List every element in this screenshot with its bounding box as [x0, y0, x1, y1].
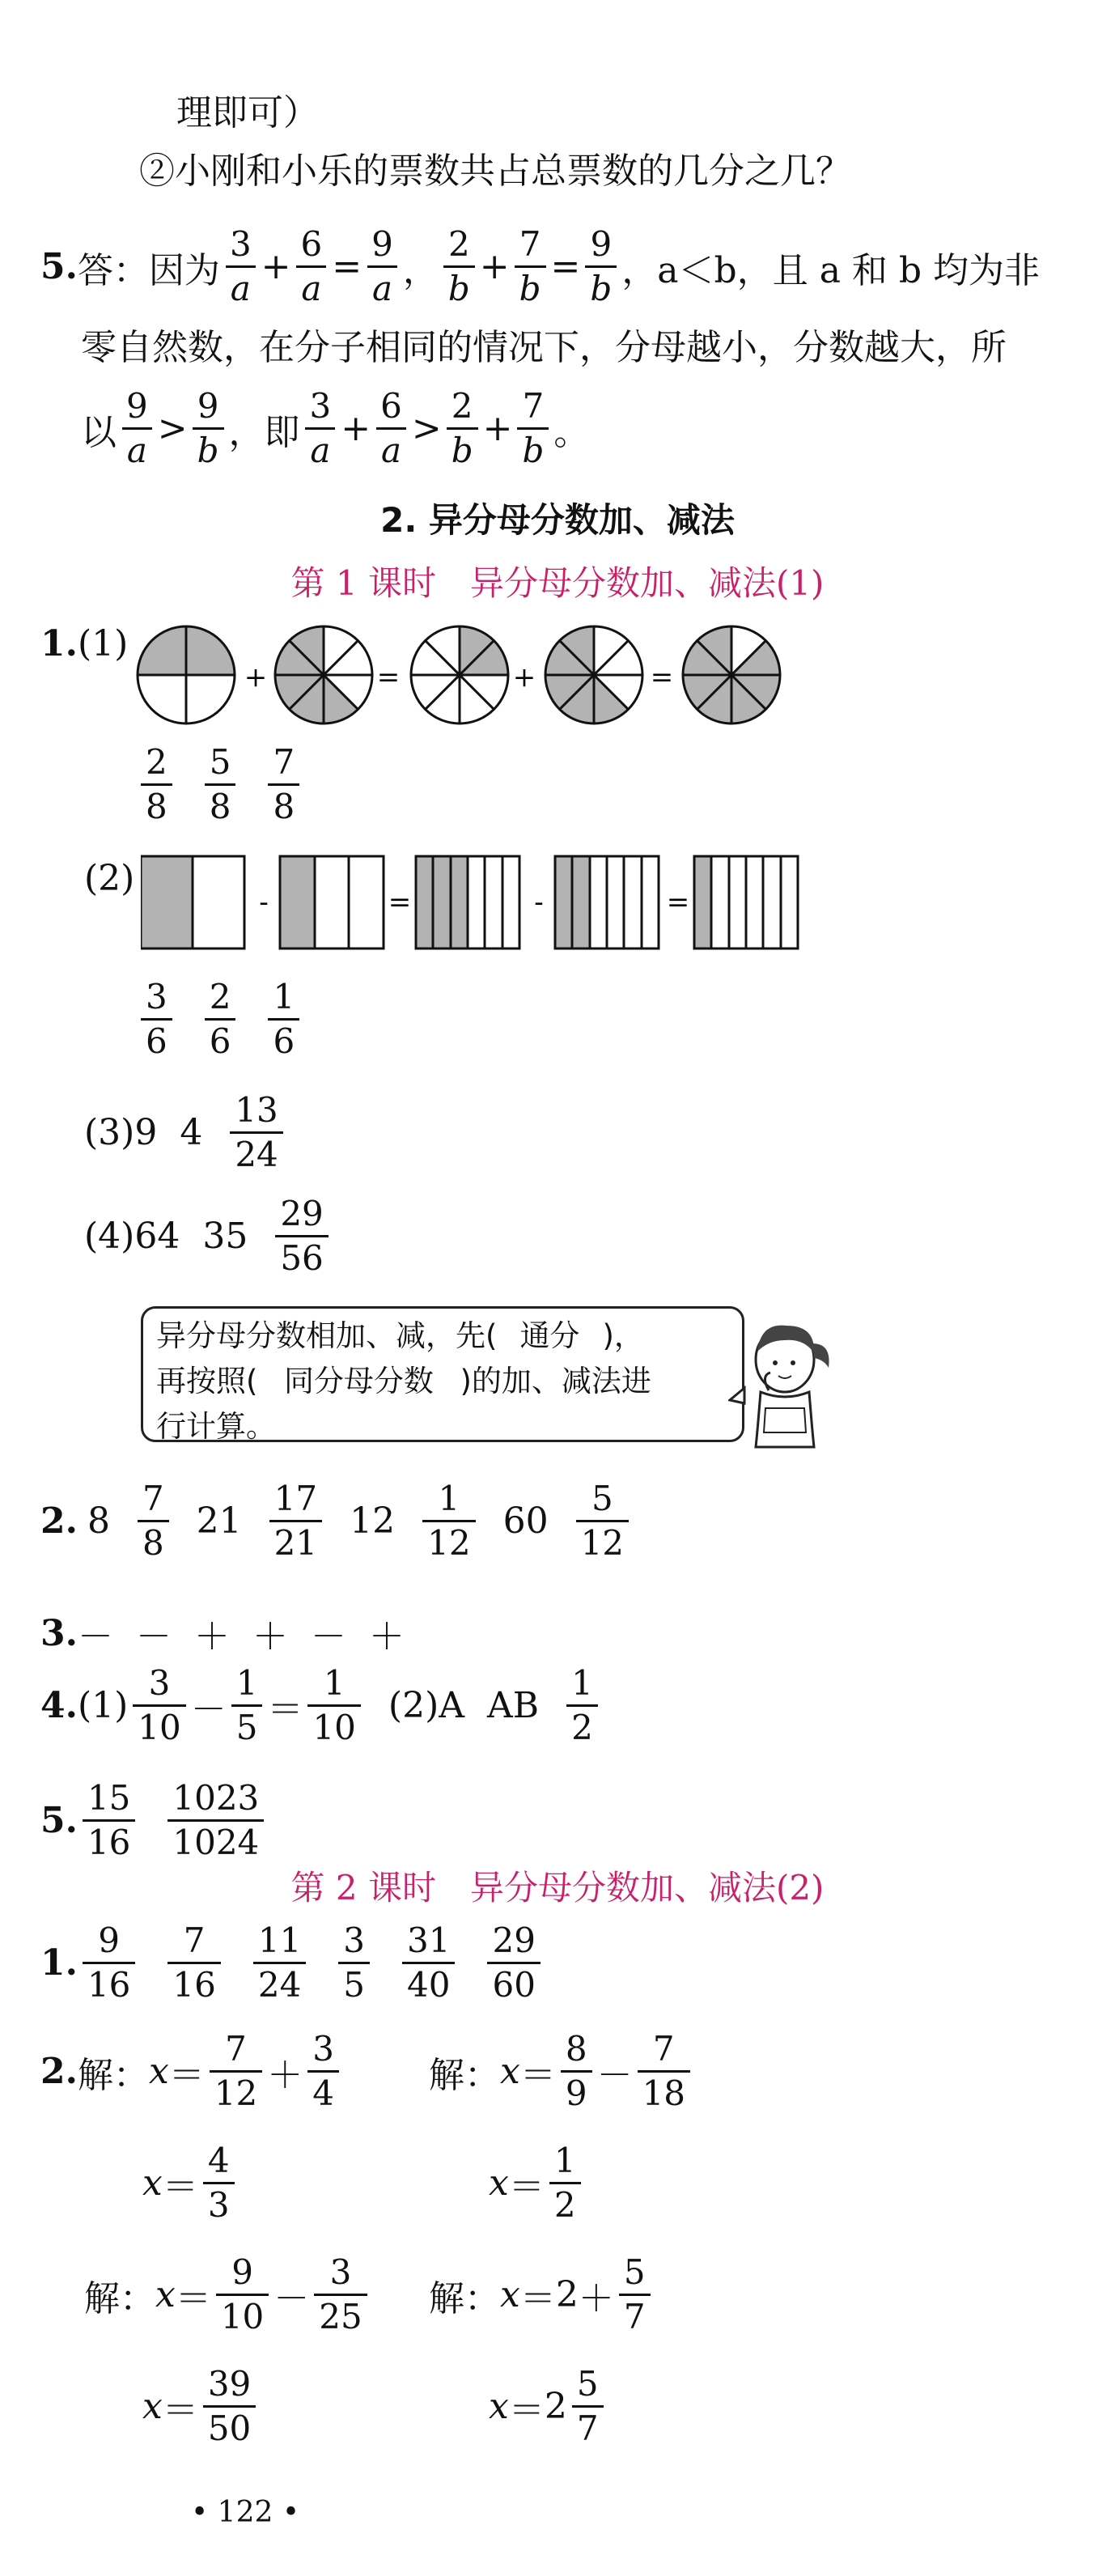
l2-q2-ans-a: x ＝ $\frac{4}{3}$	[142, 2143, 240, 2223]
fraction: $\frac{7}{18}$	[638, 2031, 690, 2111]
fraction: $\frac{3}{4}$	[307, 2031, 339, 2111]
part-label: (2)	[84, 858, 135, 899]
bar-sixths	[555, 856, 659, 948]
fraction-circles-diagram	[136, 622, 808, 728]
fraction: $\frac{13}{24}$	[230, 1093, 282, 1173]
blank-answer: 通分	[519, 1318, 580, 1353]
l1-q5: 5. $\frac{15}{16}$ $\frac{1023}{1024}$	[40, 1780, 269, 1861]
q5-number: 5.	[40, 246, 78, 288]
fraction: $\frac{5}{8}$	[205, 745, 236, 825]
svg-text:+: +	[512, 661, 536, 694]
fraction: $\frac{39}{50}$	[203, 2366, 256, 2447]
fraction: $\frac{31}{40}$	[402, 1923, 455, 2003]
fraction: $\frac{9}{a}$	[121, 388, 153, 469]
l2-q2-eq-b: 解： x ＝ $\frac{8}{9}$ － $\frac{7}{18}$	[429, 2031, 695, 2111]
fraction: $\frac{5}{12}$	[576, 1481, 629, 1561]
fraction: $\frac{1}{2}$	[549, 2143, 581, 2223]
l2-q2-eq-c: 解： x ＝ $\frac{9}{10}$ － $\frac{3}{25}$	[84, 2255, 372, 2335]
q5-line3: 以 $\frac{9}{a}$ > $\frac{9}{b}$ ，即 $\frac{3}{a}$ + $\frac{6}{a}$ > $\frac{2}{b}$ + $\frac{7}{b}$ 。	[81, 386, 590, 471]
fraction: $\frac{5}{7}$	[572, 2366, 604, 2447]
circle-eighths	[545, 626, 642, 724]
l1-q3: 3. － － ＋ ＋ － ＋	[40, 1612, 405, 1657]
fraction: $\frac{2}{b}$	[447, 388, 478, 469]
fraction: $\frac{3}{a}$	[305, 388, 337, 469]
tip-box: 异分母分数相加、减，先( 通分 )， 再按照( 同分母分数 )的加、减法进 行计算。	[141, 1306, 744, 1442]
fraction: $\frac{7}{8}$	[268, 745, 299, 825]
fraction: $\frac{15}{16}$	[83, 1780, 135, 1861]
q1-part4: (4)64 35 $\frac{29}{56}$	[84, 1196, 333, 1276]
bar-sixths	[694, 856, 798, 948]
fraction: $\frac{7}{16}$	[167, 1923, 220, 2003]
fraction: $\frac{8}{9}$	[561, 2031, 592, 2111]
fraction: $\frac{3}{6}$	[141, 979, 172, 1059]
svg-text:-: -	[534, 886, 544, 919]
svg-text:=: =	[388, 886, 412, 919]
circle-quarters	[138, 626, 235, 724]
fraction: $\frac{29}{60}$	[487, 1923, 540, 2003]
l2-q2-ans-d: x ＝ 2 $\frac{5}{7}$	[489, 2366, 608, 2447]
lesson-title: 第 2 课时 异分母分数加、减法(2)	[290, 1868, 825, 1908]
fraction: $\frac{1}{2}$	[566, 1666, 598, 1746]
fraction: $\frac{9}{b}$	[193, 388, 224, 469]
svg-text:-: -	[259, 886, 269, 919]
girl-illustration	[728, 1311, 842, 1449]
bar-sixths	[416, 856, 519, 948]
fraction: $\frac{2}{b}$	[443, 227, 475, 307]
fraction: $\frac{2}{8}$	[141, 745, 172, 825]
svg-text:=: =	[376, 661, 401, 694]
fraction: $\frac{1}{12}$	[422, 1481, 475, 1561]
fraction: $\frac{11}{24}$	[253, 1923, 306, 2003]
bar-halves	[141, 856, 244, 948]
svg-text:=: =	[650, 661, 674, 694]
page-number: • 122 •	[191, 2496, 300, 2529]
l2-q1: 1. $\frac{9}{16}$ $\frac{7}{16}$ $\frac{11}{24}$ $\frac{3}{5}$ $\frac{31}{40}$ $\frac{29}{60}$	[40, 1923, 545, 2003]
fraction: $\frac{9}{16}$	[83, 1923, 135, 2003]
question-line: ②小刚和小乐的票数共占总票数的几分之几？	[139, 151, 851, 192]
q1-part1-answers	[136, 742, 304, 827]
fraction: $\frac{5}{7}$	[619, 2255, 651, 2335]
part-label: (1)	[77, 623, 129, 664]
l2-q2-ans-b: x ＝ $\frac{1}{2}$	[489, 2143, 586, 2223]
circle-eighths	[275, 626, 372, 724]
fraction: $\frac{17}{21}$	[269, 1481, 322, 1561]
blank-answer: 同分母分数	[283, 1364, 434, 1398]
fraction: $\frac{7}{8}$	[138, 1481, 169, 1561]
q1-number: 1.	[40, 623, 78, 664]
fraction: $\frac{6}{a}$	[375, 388, 407, 469]
q5-line2: 零自然数，在分子相同的情况下，分母越小，分数越大，所	[81, 327, 1007, 368]
fraction: $\frac{3}{25}$	[314, 2255, 367, 2335]
fraction: $\frac{9}{b}$	[585, 227, 617, 307]
svg-text:=: =	[666, 886, 690, 919]
circle-eighths	[411, 626, 508, 724]
section-title: 2. 异分母分数加、减法	[380, 500, 735, 540]
fraction: $\frac{1}{5}$	[231, 1666, 263, 1746]
fraction: $\frac{1023}{1024}$	[167, 1780, 264, 1861]
fraction: $\frac{7}{b}$	[515, 227, 546, 307]
circle-eighths	[683, 626, 780, 724]
fraction: $\frac{4}{3}$	[203, 2143, 235, 2223]
l2-q2-ans-c: x ＝ $\frac{39}{50}$	[142, 2366, 261, 2447]
q1-part2-answers	[136, 977, 304, 1062]
fraction: $\frac{3}{5}$	[338, 1923, 370, 2003]
q5-text-a: 答：因为	[77, 249, 220, 291]
q1-part3: (3)9 4 $\frac{13}{24}$	[84, 1093, 288, 1173]
bar-thirds	[280, 856, 384, 948]
continuation-text: 理即可）	[176, 92, 319, 134]
fraction: $\frac{1}{10}$	[307, 1666, 360, 1746]
fraction-bars-diagram	[141, 855, 804, 952]
fraction: $\frac{6}{a}$	[296, 227, 328, 307]
fraction: $\frac{7}{12}$	[210, 2031, 262, 2111]
q5-line1: 5. 答：因为 $\frac{3}{a}$ + $\frac{6}{a}$ = $\frac{9}{a}$ ， $\frac{2}{b}$ + $\frac{7}{b}$ = $\frac{9}{b}$ ，a＜b，且 a 和 b 均为非	[40, 224, 1041, 309]
fraction: $\frac{9}{a}$	[367, 227, 398, 307]
fraction: $\frac{3}{10}$	[133, 1666, 185, 1746]
fraction: $\frac{9}{10}$	[216, 2255, 269, 2335]
fraction: $\frac{2}{6}$	[205, 979, 236, 1059]
svg-text:+: +	[244, 661, 268, 694]
fraction: $\frac{7}{b}$	[517, 388, 549, 469]
fraction: $\frac{29}{56}$	[275, 1196, 328, 1276]
lesson-title: 第 1 课时 异分母分数加、减法(1)	[290, 563, 825, 603]
l2-q2-eq-d: 解： x ＝ 2 ＋ $\frac{5}{7}$	[429, 2255, 655, 2335]
fraction: $\frac{1}{6}$	[268, 979, 299, 1059]
l2-q2-eq-a: 2. 解： x ＝ $\frac{7}{12}$ ＋ $\frac{3}{4}$	[40, 2031, 344, 2111]
fraction: $\frac{3}{a}$	[225, 227, 256, 307]
l1-q4: 4. (1) $\frac{3}{10}$ － $\frac{1}{5}$ ＝ $\frac{1}{10}$ (2)A AB $\frac{1}{2}$	[40, 1666, 603, 1746]
q5-text-b: ，a＜b，且 a 和 b 均为非	[621, 249, 1041, 291]
l1-q2: 2. 8 $\frac{7}{8}$ 21 $\frac{17}{21}$ 12 $\frac{1}{12}$ 60 $\frac{5}{12}$	[40, 1481, 634, 1561]
